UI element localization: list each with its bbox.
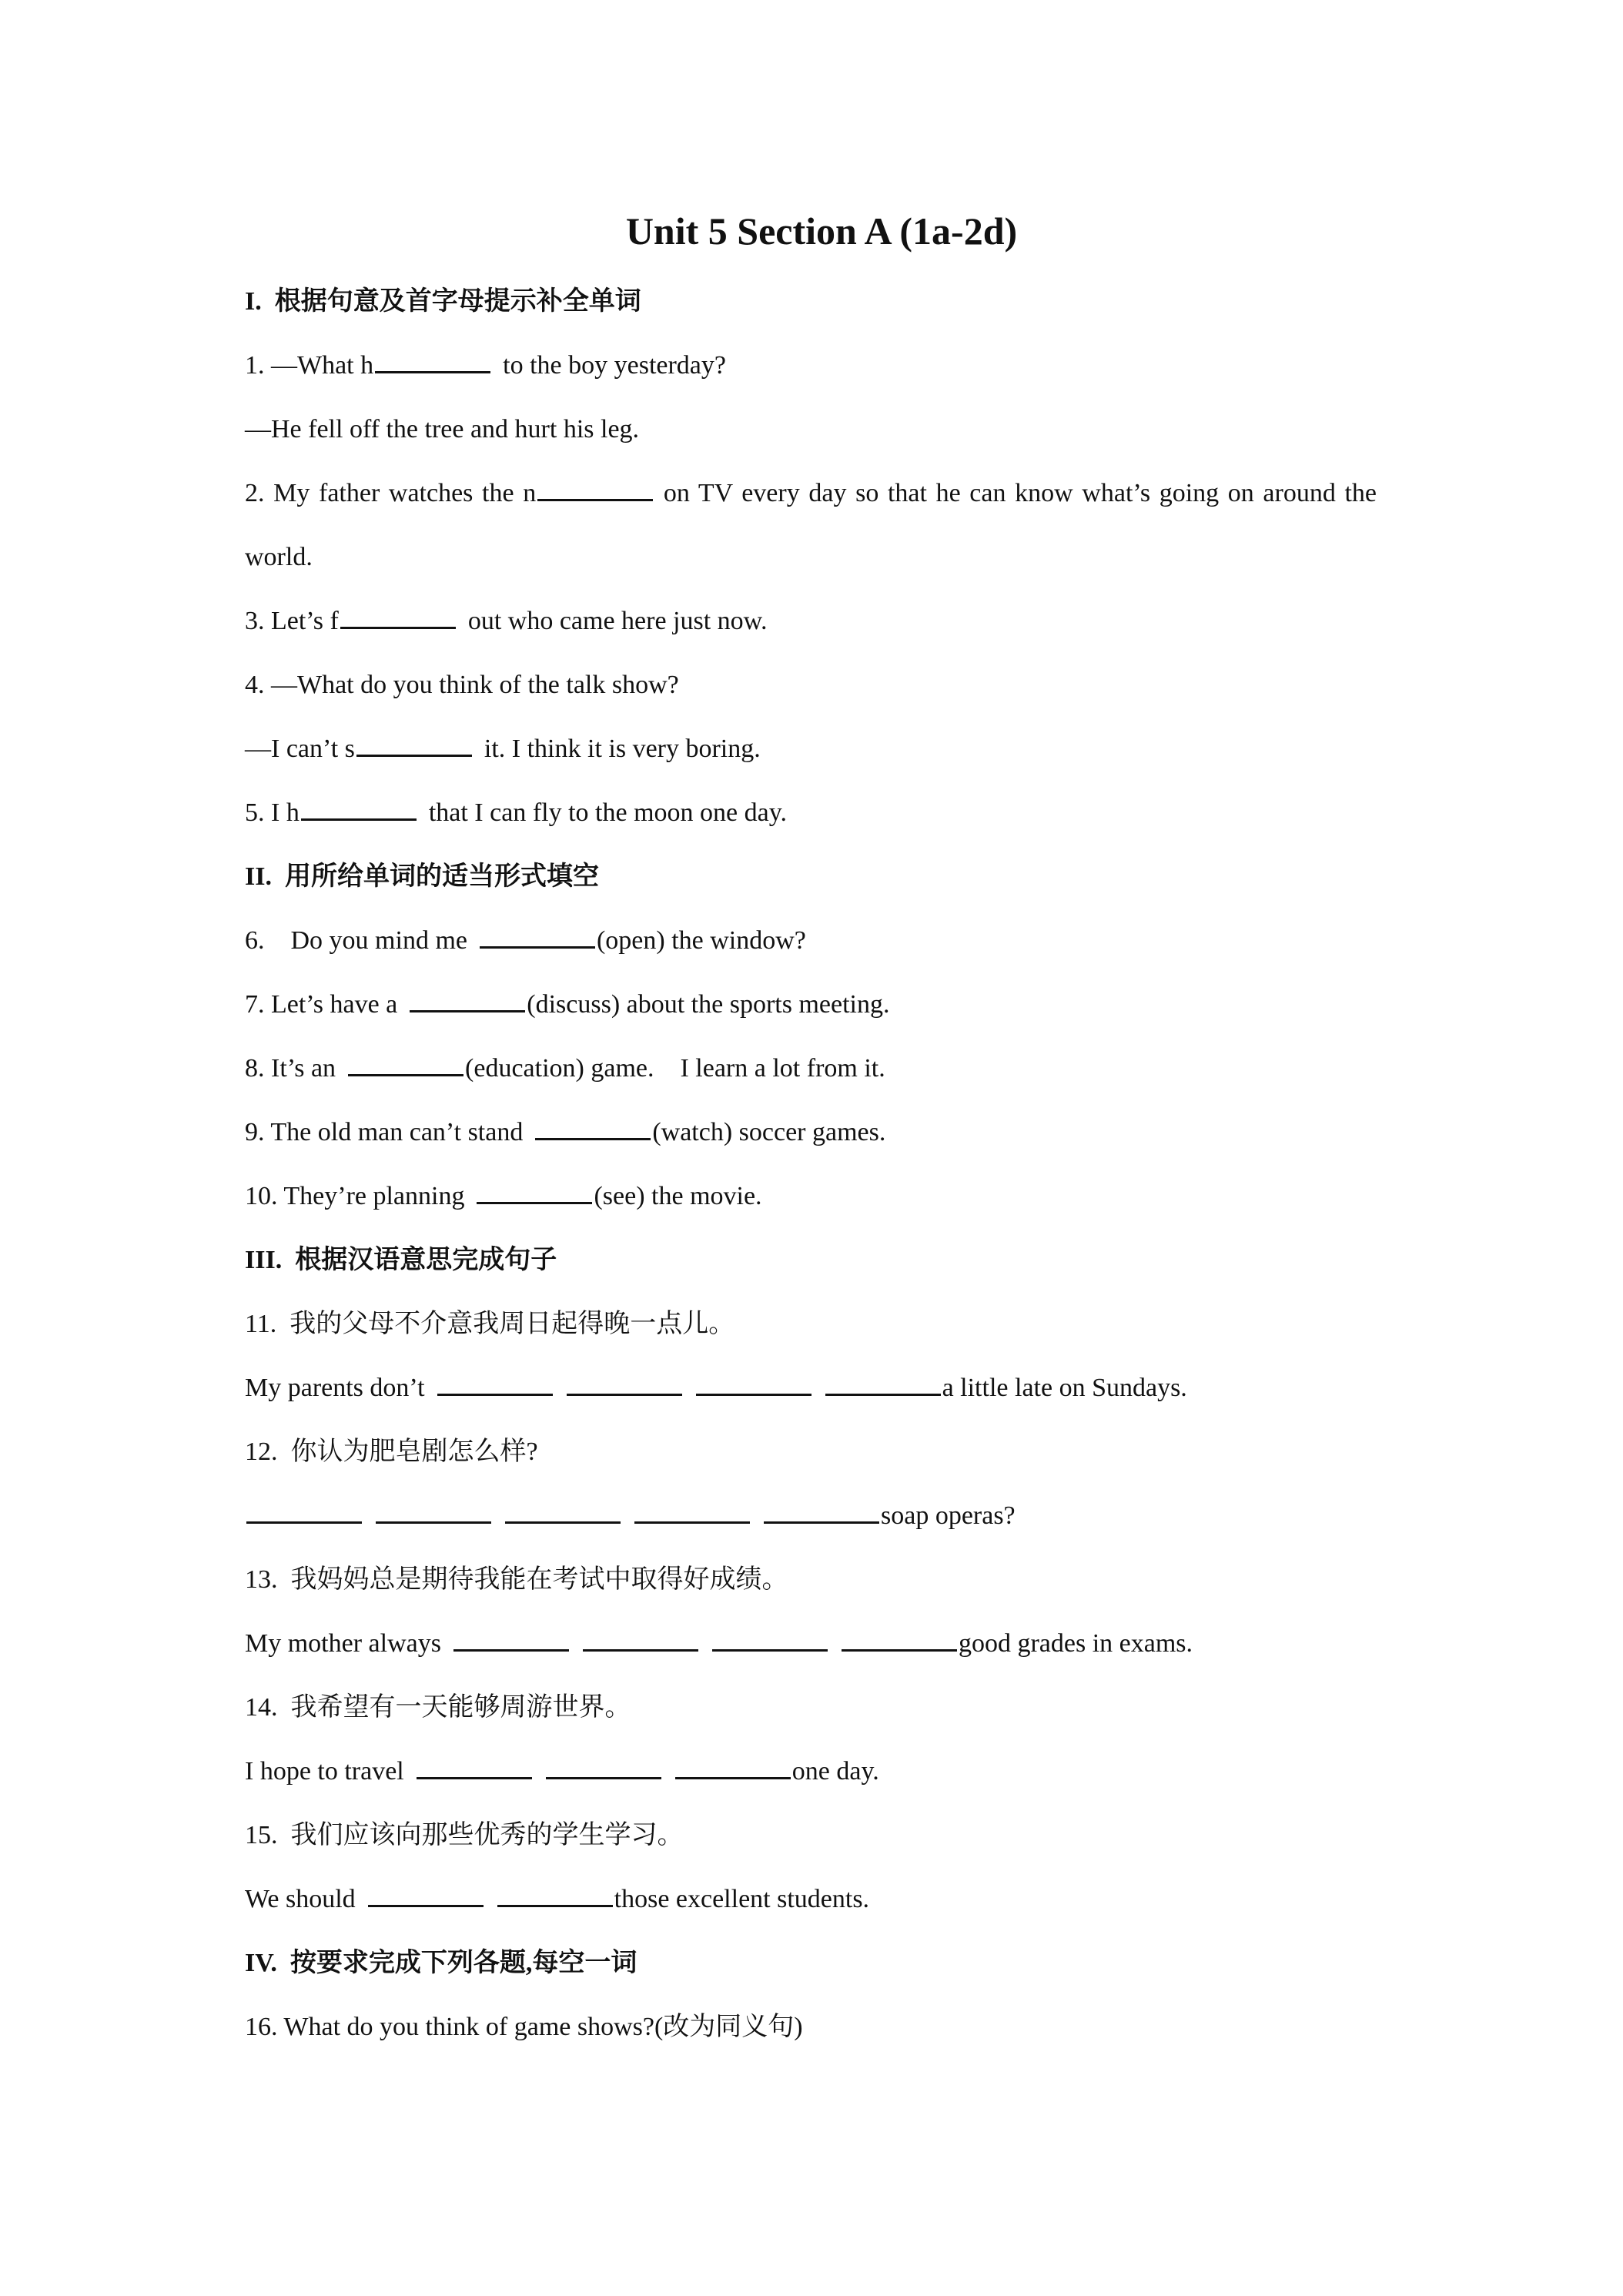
question-13-rest: good grades in exams. <box>958 1629 1193 1658</box>
question-15 <box>245 1867 1392 1931</box>
section-heading-1: I. 根据句意及首字母提示补全单词 <box>245 287 641 316</box>
question-13-text: My mother always <box>245 1629 441 1658</box>
answer-blank[interactable] <box>246 1500 362 1524</box>
question-2 <box>245 461 1377 589</box>
question-6-text: 6. Do you mind me <box>245 926 467 955</box>
question-4-rest: it. I think it is very boring. <box>484 735 761 763</box>
question-9 <box>245 1100 1392 1164</box>
answer-blank[interactable] <box>634 1500 750 1524</box>
answer-blank[interactable] <box>505 1500 621 1524</box>
answer-blank[interactable] <box>696 1372 812 1396</box>
answer-blank[interactable] <box>375 350 490 373</box>
question-1-text: 1. —What h <box>245 351 374 380</box>
answer-blank[interactable] <box>583 1628 698 1652</box>
section-heading-2: II. 用所给单词的适当形式填空 <box>245 862 599 891</box>
page-title: Unit 5 Section A (1a-2d) <box>625 209 1018 253</box>
question-14-text: I hope to travel <box>245 1757 404 1786</box>
answer-blank[interactable] <box>712 1628 828 1652</box>
section-heading-4: IV. 按要求完成下列各题,每空一词 <box>245 1949 637 1977</box>
question-4-response <box>245 717 1392 781</box>
question-15-rest: those excellent students. <box>614 1885 870 1913</box>
question-7-text: 7. Let’s have a <box>245 990 398 1019</box>
question-14-chinese: 14. 我希望有一天能够周游世界。 <box>245 1693 631 1722</box>
question-14 <box>245 1739 1392 1803</box>
answer-blank[interactable] <box>480 925 595 949</box>
question-10-rest: (see) the movie. <box>594 1182 762 1210</box>
question-3-rest: out who came here just now. <box>467 607 768 635</box>
question-13-chinese: 13. 我妈妈总是期待我能在考试中取得好成绩。 <box>245 1565 788 1594</box>
question-3-text: 3. Let’s f <box>245 607 339 635</box>
answer-blank[interactable] <box>453 1628 569 1652</box>
answer-blank[interactable] <box>368 1883 484 1907</box>
answer-blank[interactable] <box>567 1372 682 1396</box>
question-12-rest: soap operas? <box>881 1501 1016 1530</box>
question-1 <box>245 333 1392 397</box>
question-15-chinese: 15. 我们应该向那些优秀的学生学习。 <box>245 1821 684 1849</box>
question-5-rest: that I can fly to the moon one day. <box>428 798 787 827</box>
question-11-rest: a little late on Sundays. <box>942 1374 1187 1402</box>
question-1-response: —He fell off the tree and hurt his leg. <box>245 415 640 443</box>
question-15-text: We should <box>245 1885 356 1913</box>
question-14-rest: one day. <box>791 1757 879 1786</box>
question-7 <box>245 972 1392 1036</box>
section-heading-3: III. 根据汉语意思完成句子 <box>245 1246 557 1274</box>
answer-blank[interactable] <box>417 1755 532 1779</box>
question-13 <box>245 1612 1392 1675</box>
answer-blank[interactable] <box>348 1053 463 1076</box>
answer-blank[interactable] <box>376 1500 491 1524</box>
answer-blank[interactable] <box>437 1372 553 1396</box>
question-6-rest: (open) the window? <box>596 926 806 955</box>
answer-blank[interactable] <box>356 733 472 757</box>
question-1-rest: to the boy yesterday? <box>503 351 726 380</box>
answer-blank[interactable] <box>301 797 417 821</box>
question-2-text: 2. My father watches the n <box>245 479 537 507</box>
question-11-chinese: 11. 我的父母不介意我周日起得晚一点儿。 <box>245 1310 735 1338</box>
question-8-rest: (education) game. I learn a lot from it. <box>465 1054 885 1083</box>
question-5-text: 5. I h <box>245 798 300 827</box>
answer-blank[interactable] <box>842 1628 957 1652</box>
answer-blank[interactable] <box>825 1372 941 1396</box>
question-3 <box>245 589 1392 653</box>
question-4: 4. —What do you think of the talk show? <box>245 671 679 699</box>
answer-blank[interactable] <box>537 477 653 501</box>
answer-blank[interactable] <box>340 605 456 629</box>
question-4-text: —I can’t s <box>245 735 355 763</box>
question-11 <box>245 1356 1392 1420</box>
question-7-rest: (discuss) about the sports meeting. <box>527 990 890 1019</box>
question-8 <box>245 1036 1392 1100</box>
answer-blank[interactable] <box>410 989 525 1012</box>
question-8-text: 8. It’s an <box>245 1054 336 1083</box>
question-10 <box>245 1164 1392 1228</box>
question-6 <box>245 909 1392 972</box>
question-12 <box>245 1484 1392 1548</box>
answer-blank[interactable] <box>675 1755 791 1779</box>
question-16: 16. What do you think of game shows?(改为同义句) <box>245 2013 803 2041</box>
question-2-rest: on TV every day so that he can know what’s going on around the world. <box>245 479 1377 571</box>
question-11-text: My parents don’t <box>245 1374 425 1402</box>
answer-blank[interactable] <box>546 1755 661 1779</box>
question-9-text: 9. The old man can’t stand <box>245 1118 524 1146</box>
question-12-chinese: 12. 你认为肥皂剧怎么样? <box>245 1438 538 1466</box>
answer-blank[interactable] <box>535 1116 651 1140</box>
question-5 <box>245 781 1392 845</box>
answer-blank[interactable] <box>764 1500 879 1524</box>
question-10-text: 10. They’re planning <box>245 1182 465 1210</box>
question-9-rest: (watch) soccer games. <box>652 1118 886 1146</box>
answer-blank[interactable] <box>497 1883 613 1907</box>
answer-blank[interactable] <box>477 1180 592 1204</box>
